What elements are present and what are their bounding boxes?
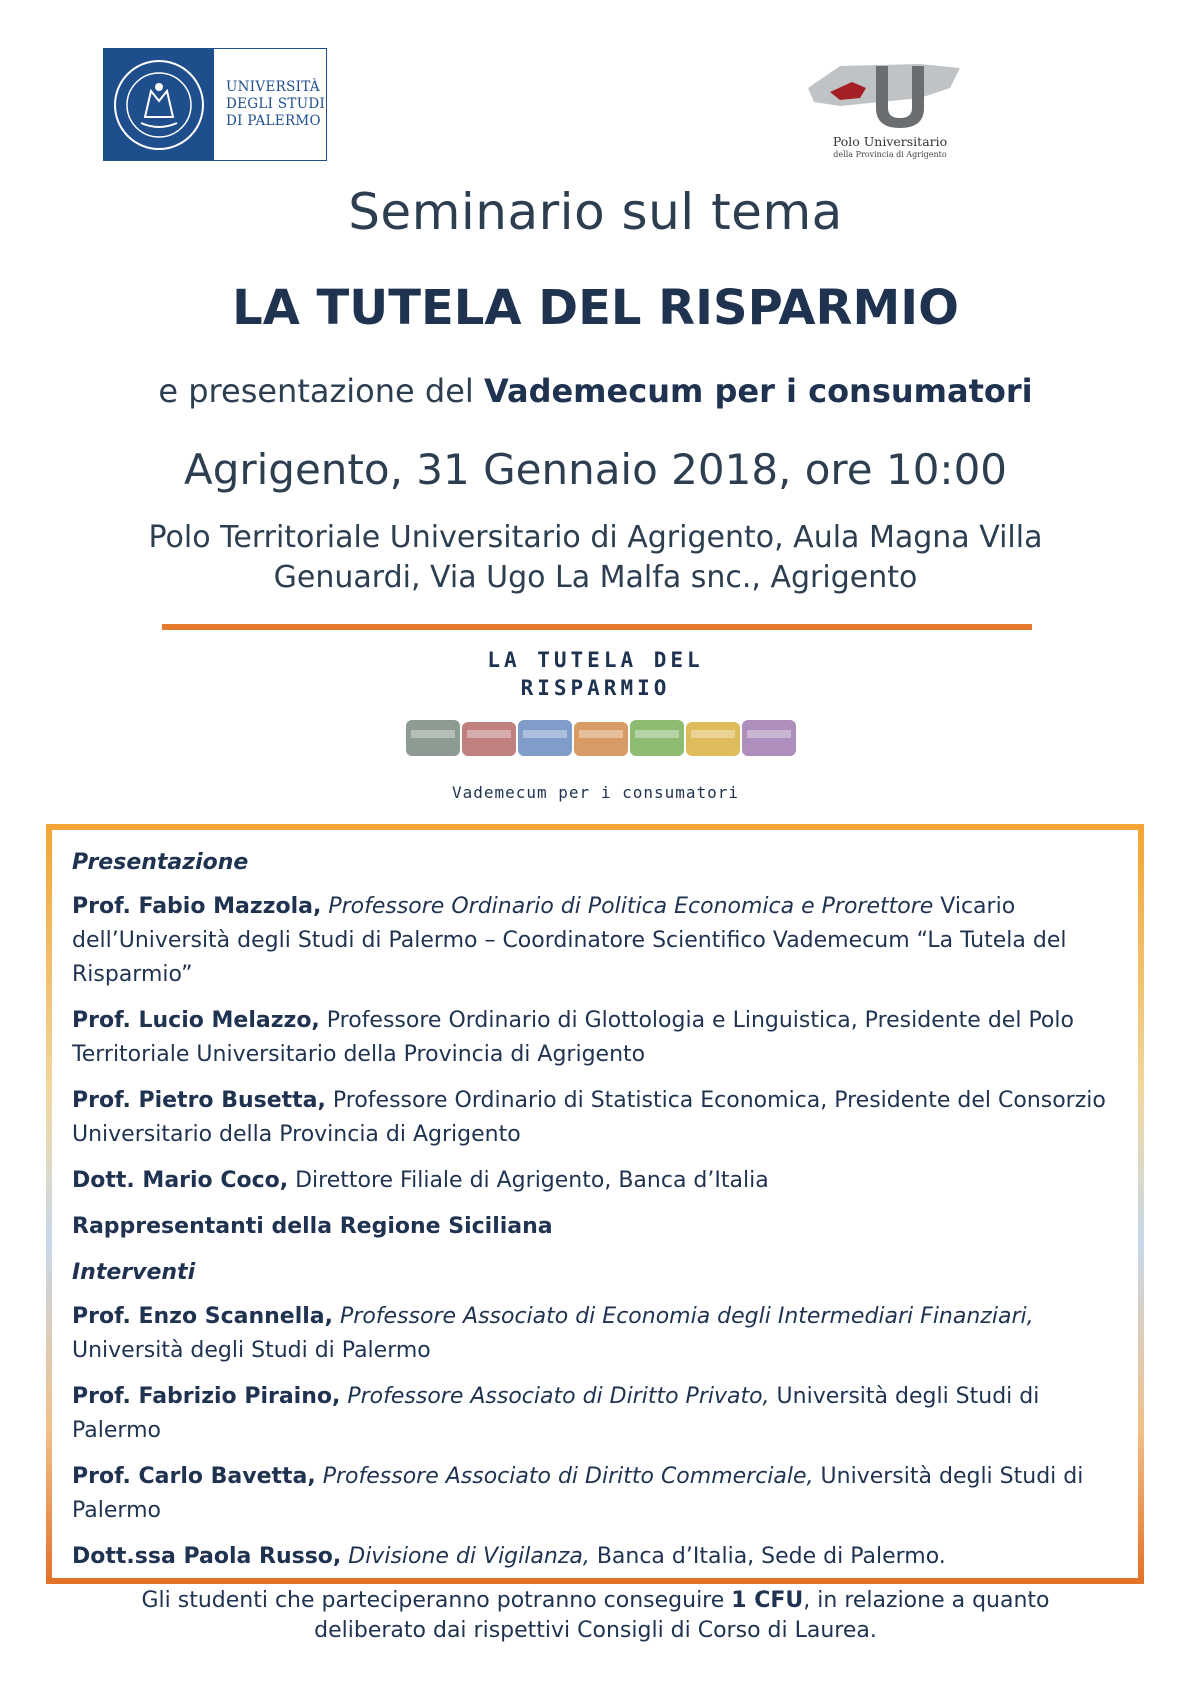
- speaker-name: Dott. Mario Coco,: [72, 1168, 289, 1193]
- venue-line-2: Genuardi, Via Ugo La Malfa snc., Agrigento: [273, 560, 918, 595]
- banknote-roll: [742, 720, 796, 756]
- speaker-mazzola: [72, 890, 1118, 992]
- banknote-roll: [686, 722, 740, 756]
- polo-name: Polo Universitario: [832, 134, 948, 149]
- speaker-role: Professore Associato di Diritto Commerciale,: [315, 1464, 814, 1489]
- interventi-heading: Interventi: [72, 1260, 196, 1285]
- speaker-role: Professore Associato di Diritto Privato,: [340, 1384, 770, 1409]
- speaker-name: Prof. Lucio Melazzo,: [72, 1008, 320, 1033]
- cfu-suffix: , in relazione a quanto: [803, 1588, 1050, 1613]
- divider-rule: [162, 624, 1032, 630]
- speaker-name: Prof. Fabio Mazzola,: [72, 894, 322, 919]
- speaker-russo: [72, 1540, 1118, 1574]
- event-venue: [0, 518, 1191, 598]
- cover-title-line-2: RISPARMIO: [520, 676, 671, 700]
- speaker-scannella: [72, 1300, 1118, 1368]
- speaker-bavetta: [72, 1460, 1118, 1528]
- program-box: [46, 824, 1144, 1584]
- cfu-prefix: Gli studenti che parteciperanno potranno conseguire: [141, 1588, 732, 1613]
- cfu-note: [0, 1586, 1191, 1646]
- speaker-role: Professore Ordinario di Politica Economica e Prorettore: [321, 894, 934, 919]
- banknote-roll: [406, 720, 460, 756]
- polo-u-emblem-icon: [800, 58, 980, 134]
- speaker-affiliation: Banca d’Italia, Sede di Palermo.: [589, 1544, 946, 1569]
- unipa-text-line-3: DI PALERMO: [226, 113, 321, 129]
- speaker-affiliation: Università degli Studi di Palermo: [72, 1384, 1040, 1443]
- cover-title-line-1: LA TUTELA DEL: [487, 648, 704, 672]
- cover-subtitle: Vademecum per i consumatori: [451, 783, 740, 802]
- speaker-name: Rappresentanti della Regione Siciliana: [72, 1214, 553, 1239]
- banknote-roll: [462, 722, 516, 756]
- presentazione-heading: Presentazione: [72, 850, 249, 875]
- speaker-busetta: [72, 1084, 1118, 1152]
- banknote-roll: [630, 720, 684, 756]
- polo-universitario-logo: [800, 58, 980, 160]
- subtitle-prefix: e presentazione del: [158, 372, 484, 410]
- speaker-role: Professore Associato di Economia degli Intermediari Finanziari,: [333, 1304, 1034, 1329]
- speaker-affiliation: Vicario dell’Università degli Studi di Palermo – Coordinatore Scientifico Vademecum “La Tutela del Risparmio”: [72, 894, 1067, 987]
- speaker-affiliation: Professore Ordinario di Statistica Economica, Presidente del Consorzio Universitario della Provincia di Agrigento: [72, 1088, 1106, 1147]
- subtitle-bold: Vademecum per i consumatori: [483, 372, 1033, 410]
- speaker-piraino: [72, 1380, 1118, 1448]
- speaker-name: Prof. Carlo Bavetta,: [72, 1464, 316, 1489]
- banknote-roll: [518, 720, 572, 756]
- speaker-affiliation: Direttore Filiale di Agrigento, Banca d’Italia: [288, 1168, 769, 1193]
- university-seal-icon: [104, 49, 214, 160]
- speaker-melazzo: [72, 1004, 1118, 1072]
- seminar-kicker: Seminario sul tema: [348, 183, 843, 241]
- speaker-name: Dott.ssa Paola Russo,: [72, 1544, 342, 1569]
- speaker-name: Prof. Pietro Busetta,: [72, 1088, 326, 1113]
- speaker-name: Prof. Fabrizio Piraino,: [72, 1384, 341, 1409]
- speaker-affiliation: Università degli Studi di Palermo: [72, 1338, 431, 1363]
- banknote-roll: [574, 722, 628, 756]
- speaker-affiliation: Università degli Studi di Palermo: [72, 1464, 1084, 1523]
- event-date: Agrigento, 31 Gennaio 2018, ore 10:00: [183, 445, 1008, 494]
- cfu-note-line-1: [0, 1586, 1191, 1616]
- polo-subtitle: della Provincia di Agrigento: [833, 150, 947, 159]
- unipa-text-line-1: UNIVERSITÀ: [226, 79, 320, 95]
- speaker-role: Divisione di Vigilanza,: [341, 1544, 590, 1569]
- venue-line-1: Polo Territoriale Universitario di Agrigento, Aula Magna Villa: [148, 520, 1043, 555]
- speaker-affiliation: Professore Ordinario di Glottologia e Linguistica, Presidente del Polo Territoriale Universitario della Provincia di Agrigento: [72, 1008, 1074, 1067]
- speaker-coco: [72, 1164, 1118, 1198]
- speaker-regione: [72, 1210, 1118, 1244]
- seminar-subtitle: [0, 372, 1191, 410]
- cover-title: [0, 646, 1191, 702]
- rolled-banknotes-image: [405, 716, 797, 760]
- seminar-title: LA TUTELA DEL RISPARMIO: [232, 280, 959, 336]
- cfu-value: 1 CFU: [731, 1588, 804, 1613]
- unipa-text-line-2: DEGLI STUDI: [226, 96, 326, 112]
- speaker-name: Prof. Enzo Scannella,: [72, 1304, 334, 1329]
- university-of-palermo-logo: [103, 48, 327, 161]
- cfu-note-line-2: deliberato dai rispettivi Consigli di Corso di Laurea.: [314, 1618, 877, 1643]
